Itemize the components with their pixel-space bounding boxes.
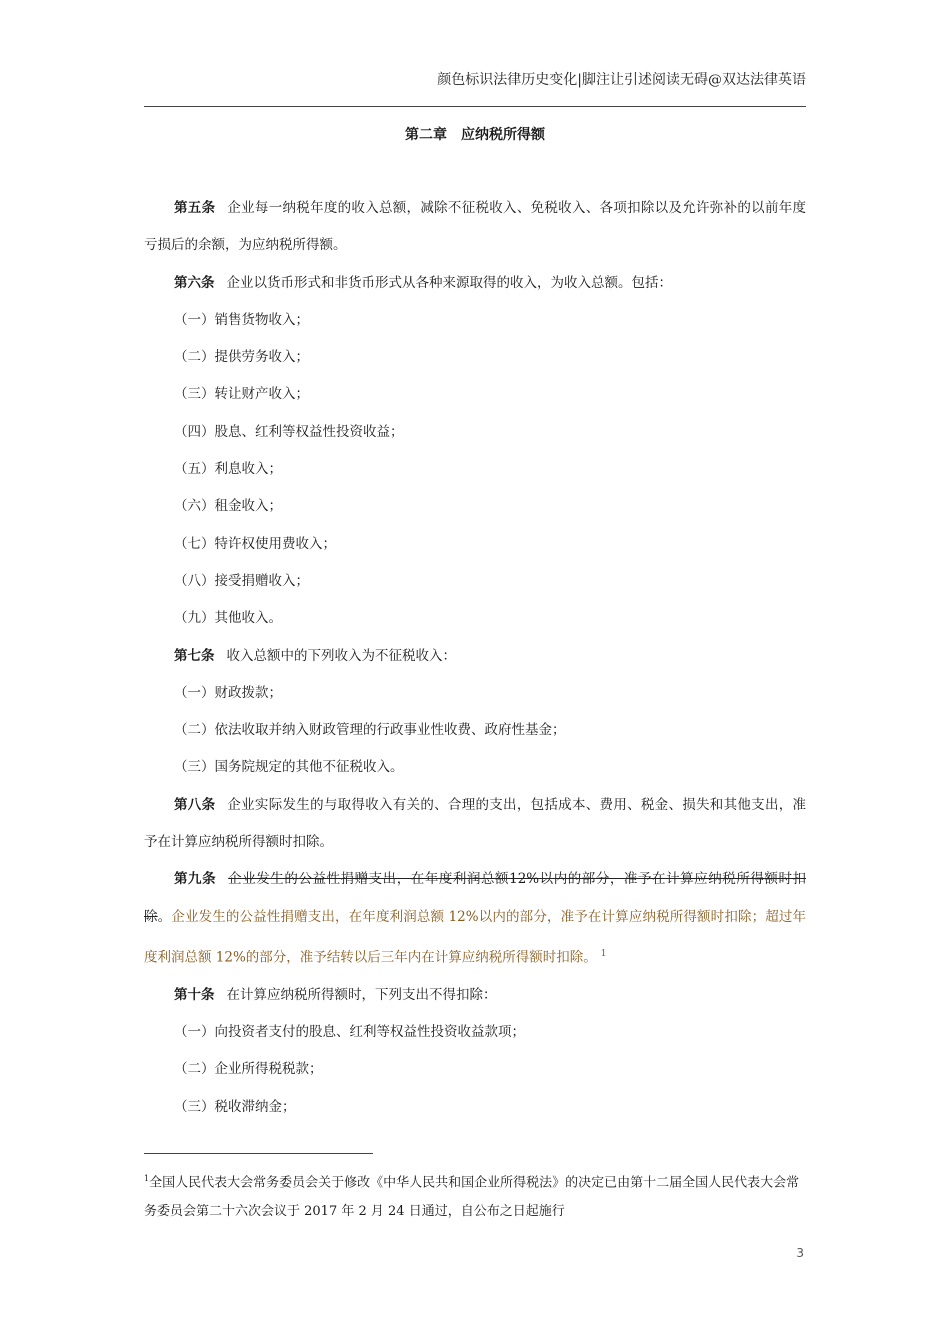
list-item: （六）租金收入； [174, 498, 282, 515]
footnote-text: 全国人民代表大会常务委员会关于修改《中华人民共和国企业所得税法》的决定已由第十二届全国人民代表大会常务委员会第二十六次会议于 2017 年 2 月 24 日通过，自公布之日起施行 [144, 1175, 800, 1220]
article-8 [144, 787, 806, 862]
article-6 [144, 265, 806, 302]
list-item: （五）利息收入； [174, 461, 282, 478]
article-label: 第六条 [174, 274, 215, 291]
article-label: 第七条 [174, 647, 215, 664]
article-label: 第十条 [174, 986, 215, 1003]
list-item: （三）转让财产收入； [174, 386, 309, 403]
list-item: （三）税收滞纳金； [174, 1098, 296, 1115]
amended-text: 企业发生的公益性捐赠支出，在年度利润总额 12%以内的部分，准予在计算应纳税所得额时扣除；超过年度利润总额 12%的部分，准予结转以后三年内在计算应纳税所得额时扣除。 [144, 908, 807, 966]
article-label: 第八条 [174, 796, 216, 813]
running-header: 颜色标识法律历史变化|脚注让引述阅读无碍@双达法律英语 [437, 72, 806, 88]
repealed-text: 企业发生的公益性捐赠支出，在年度利润总额12%以内的部分，准予在计算应纳税所得额时扣除 [144, 871, 807, 925]
article-9 [144, 861, 806, 976]
list-item: （一）财政拨款； [174, 684, 282, 701]
article-text: 收入总额中的下列收入为不征税收入： [226, 647, 456, 664]
footnote [144, 1164, 806, 1226]
list-item: （七）特许权使用费收入； [174, 535, 336, 552]
list-item: （一）销售货物收入； [174, 311, 309, 328]
repealed-punct: 。 [157, 908, 172, 925]
list-item: （四）股息、红利等权益性投资收益； [174, 423, 404, 440]
header-divider [144, 106, 806, 107]
chapter-title: 第二章 应纳税所得额 [405, 127, 545, 143]
article-5 [144, 190, 806, 265]
list-item: （九）其他收入。 [174, 610, 282, 627]
article-7 [144, 638, 806, 675]
footnote-number: 1 [144, 1174, 150, 1183]
list-item: （三）国务院规定的其他不征税收入。 [174, 759, 404, 776]
footnote-reference[interactable]: 1 [600, 948, 607, 959]
list-item: （二）依法收取并纳入财政管理的行政事业性收费、政府性基金； [174, 722, 566, 739]
list-item: （二）提供劳务收入； [174, 349, 309, 366]
article-text: 在计算应纳税所得额时，下列支出不得扣除： [226, 986, 497, 1003]
article-text: 企业每一纳税年度的收入总额，减除不征税收入、免税收入、各项扣除以及允许弥补的以前年度亏损后的余额，为应纳税所得额。 [144, 200, 807, 254]
article-label: 第九条 [174, 871, 217, 888]
footnote-divider [144, 1153, 373, 1154]
article-text: 企业以货币形式和非货币形式从各种来源取得的收入，为收入总额。包括： [226, 274, 672, 291]
page-number: 3 [796, 1246, 804, 1260]
article-text: 企业实际发生的与取得收入有关的、合理的支出，包括成本、费用、税金、损失和其他支出，准予在计算应纳税所得额时扣除。 [144, 796, 807, 851]
article-10 [144, 977, 806, 1014]
list-item: （二）企业所得税税款； [174, 1061, 323, 1078]
article-label: 第五条 [174, 200, 216, 216]
list-item: （一）向投资者支付的股息、红利等权益性投资收益款项； [174, 1024, 525, 1041]
document-body [144, 190, 806, 1126]
list-item: （八）接受捐赠收入； [174, 572, 309, 589]
